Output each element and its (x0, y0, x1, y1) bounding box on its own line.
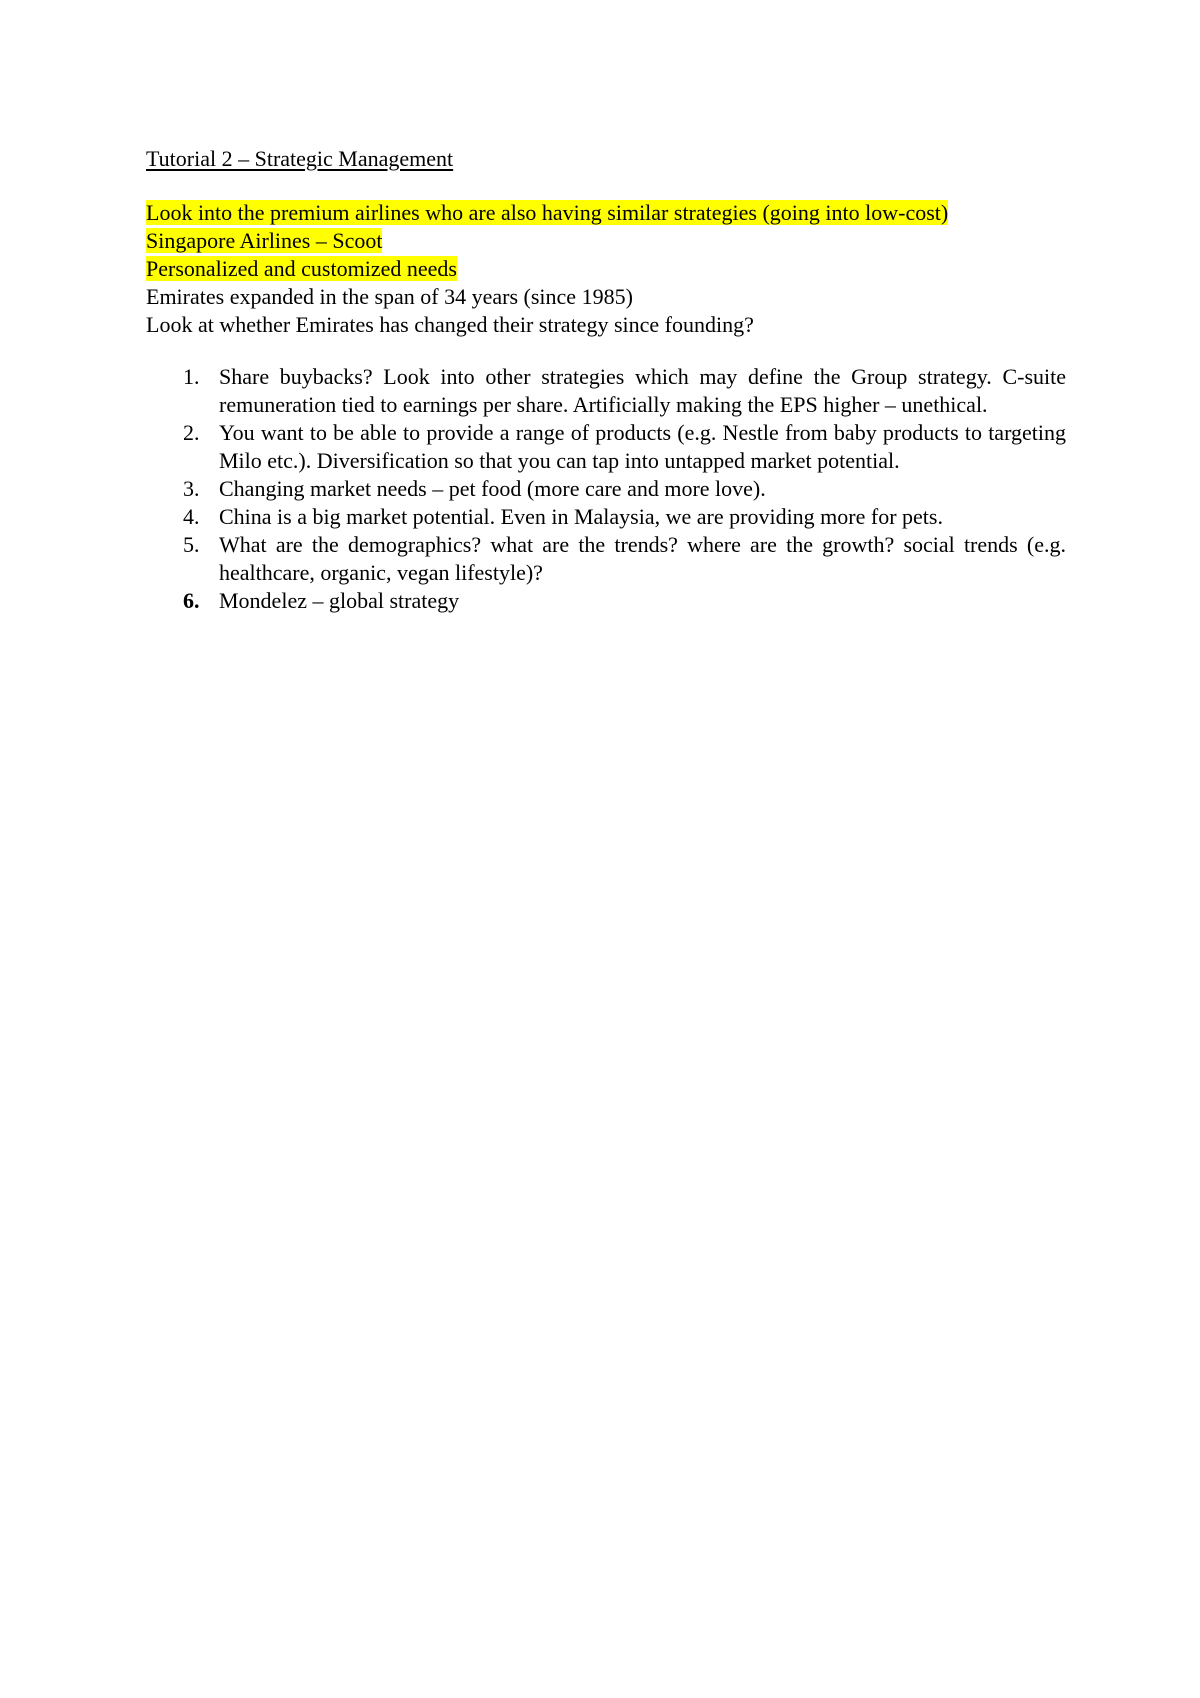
plain-note: Look at whether Emirates has changed their strategy since founding? (146, 312, 754, 337)
list-item-number: 2. (183, 420, 200, 445)
list-item-text: Mondelez – global strategy (219, 588, 460, 613)
note-line (146, 311, 1066, 339)
document-title: Tutorial 2 – Strategic Management (146, 146, 454, 171)
list-item (146, 475, 1066, 503)
list-item-text: Changing market needs – pet food (more care and more love). (219, 476, 766, 501)
list-item-text: What are the demographics? what are the trends? where are the growth? social trends (e.g. healthcare, organic, vegan lifestyle)? (219, 532, 1066, 585)
list-item-number: 5. (183, 532, 200, 557)
list-item-text: You want to be able to provide a range of products (e.g. Nestle from baby products to targeting Milo etc.). Diversification so that you can tap into untapped market potential. (219, 420, 1066, 473)
highlighted-note: Personalized and customized needs (146, 256, 457, 281)
plain-note: Emirates expanded in the span of 34 years (since 1985) (146, 284, 633, 309)
numbered-list (146, 363, 1066, 615)
highlighted-note: Look into the premium airlines who are also having similar strategies (going into low-cost) (146, 200, 949, 225)
note-line (146, 227, 1066, 255)
note-line (146, 283, 1066, 311)
highlighted-note: Singapore Airlines – Scoot (146, 228, 383, 253)
note-line (146, 255, 1066, 283)
document-body (146, 145, 1066, 615)
list-item-number: 1. (183, 364, 200, 389)
list-item (146, 503, 1066, 531)
list-item-number: 6. (183, 588, 200, 613)
list-item (146, 419, 1066, 475)
list-item-text: Share buybacks? Look into other strategies which may define the Group strategy. C-suite remuneration tied to earnings per share. Artificially making the EPS higher – unethical. (219, 364, 1066, 417)
list-item-text: China is a big market potential. Even in Malaysia, we are providing more for pets. (219, 504, 943, 529)
list-item (146, 531, 1066, 587)
list-item (146, 587, 1066, 615)
note-line (146, 199, 1066, 227)
title-spacer (146, 173, 1066, 199)
list-item-number: 3. (183, 476, 200, 501)
list-item-number: 4. (183, 504, 200, 529)
list-item (146, 363, 1066, 419)
